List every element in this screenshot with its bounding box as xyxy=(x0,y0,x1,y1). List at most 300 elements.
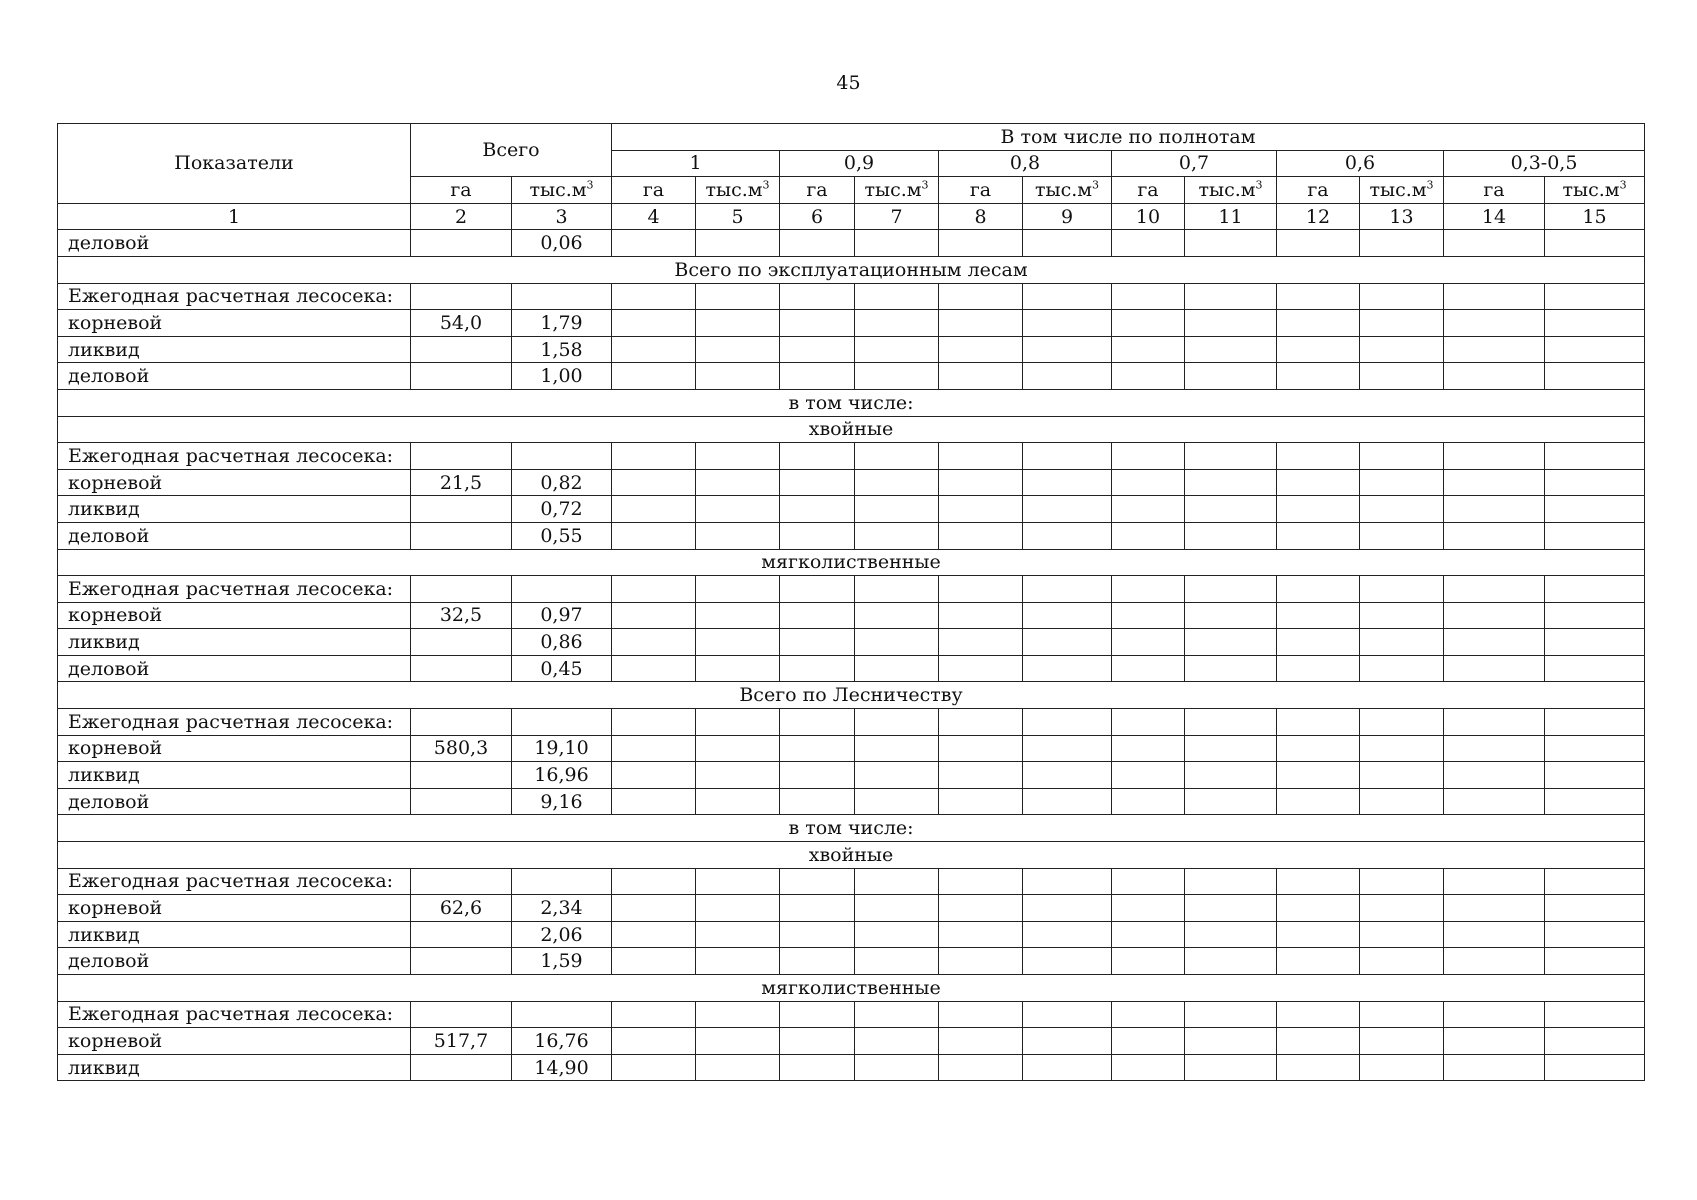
empty-cell xyxy=(855,310,939,337)
total-volume-cell: 1,58 xyxy=(512,336,612,363)
table-row xyxy=(58,496,1645,523)
empty-cell xyxy=(780,788,855,815)
empty-cell xyxy=(1444,602,1545,629)
total-volume-cell xyxy=(512,283,612,310)
empty-cell xyxy=(855,1054,939,1081)
empty-cell xyxy=(939,921,1023,948)
empty-cell xyxy=(1545,629,1645,656)
unit-volume-exponent: 3 xyxy=(762,178,770,192)
total-volume-cell xyxy=(512,1001,612,1028)
empty-cell xyxy=(1023,496,1112,523)
empty-cell xyxy=(1444,283,1545,310)
header-density: 0,7 xyxy=(1112,150,1277,177)
row-label: деловой xyxy=(58,522,411,549)
total-ha-cell xyxy=(411,283,512,310)
empty-cell xyxy=(1023,1001,1112,1028)
empty-cell xyxy=(1277,1001,1360,1028)
empty-cell xyxy=(1023,868,1112,895)
empty-cell xyxy=(612,788,696,815)
empty-cell xyxy=(1277,788,1360,815)
row-label: ликвид xyxy=(58,496,411,523)
empty-cell xyxy=(1545,762,1645,789)
empty-cell xyxy=(1360,788,1444,815)
unit-ha: га xyxy=(1444,177,1545,204)
section-title: хвойные xyxy=(58,416,1645,443)
total-ha-cell xyxy=(411,1054,512,1081)
total-ha-cell: 21,5 xyxy=(411,469,512,496)
empty-cell xyxy=(1185,629,1277,656)
row-label: ликвид xyxy=(58,629,411,656)
empty-cell xyxy=(696,762,780,789)
empty-cell xyxy=(1360,522,1444,549)
empty-cell xyxy=(939,1054,1023,1081)
empty-cell xyxy=(1545,921,1645,948)
empty-cell xyxy=(612,336,696,363)
empty-cell xyxy=(1360,868,1444,895)
empty-cell xyxy=(1112,230,1185,257)
empty-cell xyxy=(939,443,1023,470)
empty-cell xyxy=(1023,948,1112,975)
unit-volume-text: тыс.м xyxy=(1369,178,1427,201)
empty-cell xyxy=(1023,895,1112,922)
section-row xyxy=(58,549,1645,576)
empty-cell xyxy=(780,283,855,310)
empty-cell xyxy=(1185,310,1277,337)
empty-cell xyxy=(1545,709,1645,736)
empty-cell xyxy=(939,576,1023,603)
empty-cell xyxy=(1023,576,1112,603)
empty-cell xyxy=(1277,469,1360,496)
empty-cell xyxy=(939,629,1023,656)
empty-cell xyxy=(939,709,1023,736)
empty-cell xyxy=(1185,230,1277,257)
empty-cell xyxy=(1444,629,1545,656)
empty-cell xyxy=(1023,655,1112,682)
empty-cell xyxy=(696,496,780,523)
total-volume-cell xyxy=(512,868,612,895)
empty-cell xyxy=(780,709,855,736)
table-row xyxy=(58,1028,1645,1055)
unit-volume xyxy=(696,177,780,204)
unit-volume-text: тыс.м xyxy=(864,178,922,201)
unit-volume xyxy=(855,177,939,204)
empty-cell xyxy=(855,895,939,922)
total-volume-cell: 16,96 xyxy=(512,762,612,789)
section-row xyxy=(58,416,1645,443)
empty-cell xyxy=(1444,868,1545,895)
table-row xyxy=(58,1054,1645,1081)
column-number: 2 xyxy=(411,203,512,230)
empty-cell xyxy=(1360,363,1444,390)
empty-cell xyxy=(696,735,780,762)
empty-cell xyxy=(939,788,1023,815)
section-row xyxy=(58,389,1645,416)
total-ha-cell xyxy=(411,1001,512,1028)
empty-cell xyxy=(1112,283,1185,310)
section-row xyxy=(58,815,1645,842)
empty-cell xyxy=(696,230,780,257)
empty-cell xyxy=(1277,1028,1360,1055)
table-body xyxy=(58,230,1645,1081)
total-ha-cell xyxy=(411,576,512,603)
empty-cell xyxy=(1023,522,1112,549)
empty-cell xyxy=(1545,363,1645,390)
empty-cell xyxy=(1545,310,1645,337)
unit-volume-exponent: 3 xyxy=(921,178,929,192)
empty-cell xyxy=(1112,443,1185,470)
row-label: Ежегодная расчетная лесосека: xyxy=(58,1001,411,1028)
table-row xyxy=(58,788,1645,815)
empty-cell xyxy=(1277,602,1360,629)
section-row xyxy=(58,975,1645,1002)
empty-cell xyxy=(1545,496,1645,523)
empty-cell xyxy=(939,1001,1023,1028)
empty-cell xyxy=(1185,496,1277,523)
empty-cell xyxy=(1277,735,1360,762)
empty-cell xyxy=(696,283,780,310)
table-row xyxy=(58,336,1645,363)
page-number: 45 xyxy=(836,72,861,94)
empty-cell xyxy=(696,948,780,975)
row-label: деловой xyxy=(58,655,411,682)
empty-cell xyxy=(1023,762,1112,789)
empty-cell xyxy=(855,576,939,603)
total-volume-cell: 0,86 xyxy=(512,629,612,656)
empty-cell xyxy=(1444,469,1545,496)
empty-cell xyxy=(939,310,1023,337)
empty-cell xyxy=(612,921,696,948)
row-label: деловой xyxy=(58,230,411,257)
table-row xyxy=(58,576,1645,603)
empty-cell xyxy=(1360,283,1444,310)
empty-cell xyxy=(855,868,939,895)
empty-cell xyxy=(696,1028,780,1055)
empty-cell xyxy=(1360,629,1444,656)
empty-cell xyxy=(939,283,1023,310)
empty-cell xyxy=(780,895,855,922)
column-number: 7 xyxy=(855,203,939,230)
empty-cell xyxy=(855,788,939,815)
empty-cell xyxy=(1277,496,1360,523)
empty-cell xyxy=(1360,1001,1444,1028)
total-volume-cell: 1,00 xyxy=(512,363,612,390)
empty-cell xyxy=(1545,735,1645,762)
empty-cell xyxy=(1360,1054,1444,1081)
empty-cell xyxy=(696,868,780,895)
empty-cell xyxy=(1185,895,1277,922)
empty-cell xyxy=(1444,230,1545,257)
empty-cell xyxy=(1185,1028,1277,1055)
unit-volume-text: тыс.м xyxy=(529,178,587,201)
total-ha-cell: 517,7 xyxy=(411,1028,512,1055)
empty-cell xyxy=(1277,921,1360,948)
empty-cell xyxy=(612,522,696,549)
unit-volume-exponent: 3 xyxy=(1092,178,1100,192)
empty-cell xyxy=(1277,868,1360,895)
empty-cell xyxy=(855,948,939,975)
section-title: в том числе: xyxy=(58,815,1645,842)
empty-cell xyxy=(855,469,939,496)
empty-cell xyxy=(1023,336,1112,363)
empty-cell xyxy=(1023,788,1112,815)
total-ha-cell xyxy=(411,629,512,656)
empty-cell xyxy=(1444,762,1545,789)
empty-cell xyxy=(696,788,780,815)
total-ha-cell xyxy=(411,363,512,390)
unit-volume-text: тыс.м xyxy=(705,178,763,201)
empty-cell xyxy=(939,735,1023,762)
empty-cell xyxy=(855,336,939,363)
empty-cell xyxy=(1444,496,1545,523)
empty-cell xyxy=(1360,230,1444,257)
empty-cell xyxy=(1112,629,1185,656)
table-row xyxy=(58,762,1645,789)
empty-cell xyxy=(939,895,1023,922)
empty-cell xyxy=(1185,1054,1277,1081)
row-label: корневой xyxy=(58,1028,411,1055)
table-row xyxy=(58,709,1645,736)
empty-cell xyxy=(696,1001,780,1028)
empty-cell xyxy=(855,496,939,523)
total-ha-cell xyxy=(411,868,512,895)
total-volume-cell: 19,10 xyxy=(512,735,612,762)
header-density: 0,6 xyxy=(1277,150,1444,177)
row-label: ликвид xyxy=(58,921,411,948)
empty-cell xyxy=(855,762,939,789)
unit-volume-exponent: 3 xyxy=(1619,178,1627,192)
empty-cell xyxy=(1360,336,1444,363)
empty-cell xyxy=(1360,576,1444,603)
empty-cell xyxy=(1545,1054,1645,1081)
empty-cell xyxy=(1277,310,1360,337)
table-row xyxy=(58,655,1645,682)
empty-cell xyxy=(1023,1054,1112,1081)
total-volume-cell: 2,06 xyxy=(512,921,612,948)
empty-cell xyxy=(1277,576,1360,603)
empty-cell xyxy=(939,496,1023,523)
empty-cell xyxy=(1545,948,1645,975)
empty-cell xyxy=(780,1028,855,1055)
empty-cell xyxy=(780,443,855,470)
header-indicators: Показатели xyxy=(58,124,411,204)
empty-cell xyxy=(696,602,780,629)
total-volume-cell: 1,59 xyxy=(512,948,612,975)
empty-cell xyxy=(612,443,696,470)
empty-cell xyxy=(612,629,696,656)
empty-cell xyxy=(855,1028,939,1055)
empty-cell xyxy=(939,602,1023,629)
row-label: деловой xyxy=(58,363,411,390)
empty-cell xyxy=(612,469,696,496)
section-row xyxy=(58,842,1645,869)
empty-cell xyxy=(780,336,855,363)
empty-cell xyxy=(696,895,780,922)
total-volume-cell: 0,55 xyxy=(512,522,612,549)
unit-volume xyxy=(512,177,612,204)
empty-cell xyxy=(1444,576,1545,603)
empty-cell xyxy=(612,948,696,975)
empty-cell xyxy=(1360,921,1444,948)
empty-cell xyxy=(1023,363,1112,390)
section-title: мягколиственные xyxy=(58,549,1645,576)
empty-cell xyxy=(1185,868,1277,895)
empty-cell xyxy=(855,283,939,310)
empty-cell xyxy=(1023,629,1112,656)
header-density-group: В том числе по полнотам xyxy=(612,124,1645,151)
empty-cell xyxy=(1444,735,1545,762)
empty-cell xyxy=(696,629,780,656)
total-volume-cell: 0,97 xyxy=(512,602,612,629)
empty-cell xyxy=(1185,762,1277,789)
empty-cell xyxy=(1277,336,1360,363)
empty-cell xyxy=(612,735,696,762)
row-label: корневой xyxy=(58,735,411,762)
empty-cell xyxy=(855,522,939,549)
empty-cell xyxy=(1444,443,1545,470)
row-label: Ежегодная расчетная лесосека: xyxy=(58,443,411,470)
empty-cell xyxy=(1112,1028,1185,1055)
row-label: Ежегодная расчетная лесосека: xyxy=(58,283,411,310)
empty-cell xyxy=(855,230,939,257)
empty-cell xyxy=(1185,336,1277,363)
empty-cell xyxy=(939,469,1023,496)
empty-cell xyxy=(855,443,939,470)
empty-cell xyxy=(780,629,855,656)
empty-cell xyxy=(939,363,1023,390)
column-number: 6 xyxy=(780,203,855,230)
empty-cell xyxy=(1112,363,1185,390)
empty-cell xyxy=(1112,1001,1185,1028)
unit-volume xyxy=(1185,177,1277,204)
empty-cell xyxy=(855,363,939,390)
empty-cell xyxy=(612,310,696,337)
empty-cell xyxy=(1360,469,1444,496)
empty-cell xyxy=(612,576,696,603)
empty-cell xyxy=(1360,762,1444,789)
empty-cell xyxy=(1545,1028,1645,1055)
empty-cell xyxy=(939,522,1023,549)
empty-cell xyxy=(1545,868,1645,895)
row-label: корневой xyxy=(58,310,411,337)
empty-cell xyxy=(780,363,855,390)
empty-cell xyxy=(1277,762,1360,789)
total-ha-cell xyxy=(411,230,512,257)
empty-cell xyxy=(1360,948,1444,975)
empty-cell xyxy=(1185,443,1277,470)
total-volume-cell xyxy=(512,709,612,736)
empty-cell xyxy=(1360,602,1444,629)
empty-cell xyxy=(1444,655,1545,682)
empty-cell xyxy=(696,655,780,682)
header-column-numbers-row xyxy=(58,203,1645,230)
header-density: 0,3-0,5 xyxy=(1444,150,1645,177)
unit-volume-exponent: 3 xyxy=(586,178,594,192)
total-volume-cell: 1,79 xyxy=(512,310,612,337)
empty-cell xyxy=(1185,283,1277,310)
table-row xyxy=(58,230,1645,257)
empty-cell xyxy=(696,522,780,549)
header-density: 0,8 xyxy=(939,150,1112,177)
table-row xyxy=(58,443,1645,470)
empty-cell xyxy=(1444,363,1545,390)
unit-volume xyxy=(1023,177,1112,204)
total-ha-cell: 62,6 xyxy=(411,895,512,922)
empty-cell xyxy=(855,1001,939,1028)
row-label: деловой xyxy=(58,788,411,815)
empty-cell xyxy=(1545,576,1645,603)
section-row xyxy=(58,256,1645,283)
empty-cell xyxy=(1444,336,1545,363)
total-volume-cell: 0,72 xyxy=(512,496,612,523)
unit-volume-exponent: 3 xyxy=(1255,178,1263,192)
empty-cell xyxy=(1112,762,1185,789)
empty-cell xyxy=(1360,496,1444,523)
empty-cell xyxy=(939,762,1023,789)
empty-cell xyxy=(1112,336,1185,363)
empty-cell xyxy=(612,230,696,257)
section-title: хвойные xyxy=(58,842,1645,869)
empty-cell xyxy=(1277,363,1360,390)
empty-cell xyxy=(780,496,855,523)
empty-cell xyxy=(1360,443,1444,470)
total-ha-cell xyxy=(411,496,512,523)
empty-cell xyxy=(1277,283,1360,310)
empty-cell xyxy=(1112,310,1185,337)
empty-cell xyxy=(1112,948,1185,975)
empty-cell xyxy=(1185,576,1277,603)
empty-cell xyxy=(1545,522,1645,549)
empty-cell xyxy=(1444,522,1545,549)
empty-cell xyxy=(696,709,780,736)
empty-cell xyxy=(1185,602,1277,629)
empty-cell xyxy=(1277,655,1360,682)
empty-cell xyxy=(1545,336,1645,363)
empty-cell xyxy=(1545,655,1645,682)
column-number: 1 xyxy=(58,203,411,230)
empty-cell xyxy=(1545,788,1645,815)
total-volume-cell: 0,45 xyxy=(512,655,612,682)
empty-cell xyxy=(855,602,939,629)
total-ha-cell: 580,3 xyxy=(411,735,512,762)
unit-ha: га xyxy=(612,177,696,204)
empty-cell xyxy=(780,948,855,975)
total-volume-cell xyxy=(512,576,612,603)
total-ha-cell: 32,5 xyxy=(411,602,512,629)
column-number: 14 xyxy=(1444,203,1545,230)
column-number: 5 xyxy=(696,203,780,230)
row-label: корневой xyxy=(58,895,411,922)
empty-cell xyxy=(1112,788,1185,815)
empty-cell xyxy=(612,1001,696,1028)
section-row xyxy=(58,682,1645,709)
table-row xyxy=(58,1001,1645,1028)
empty-cell xyxy=(1112,602,1185,629)
empty-cell xyxy=(1023,602,1112,629)
empty-cell xyxy=(1185,469,1277,496)
empty-cell xyxy=(1023,283,1112,310)
empty-cell xyxy=(780,522,855,549)
empty-cell xyxy=(780,1054,855,1081)
empty-cell xyxy=(1112,576,1185,603)
total-ha-cell xyxy=(411,948,512,975)
total-ha-cell xyxy=(411,443,512,470)
empty-cell xyxy=(1185,735,1277,762)
header-density: 1 xyxy=(612,150,780,177)
row-label: Ежегодная расчетная лесосека: xyxy=(58,576,411,603)
empty-cell xyxy=(1185,1001,1277,1028)
empty-cell xyxy=(855,629,939,656)
table-row xyxy=(58,602,1645,629)
